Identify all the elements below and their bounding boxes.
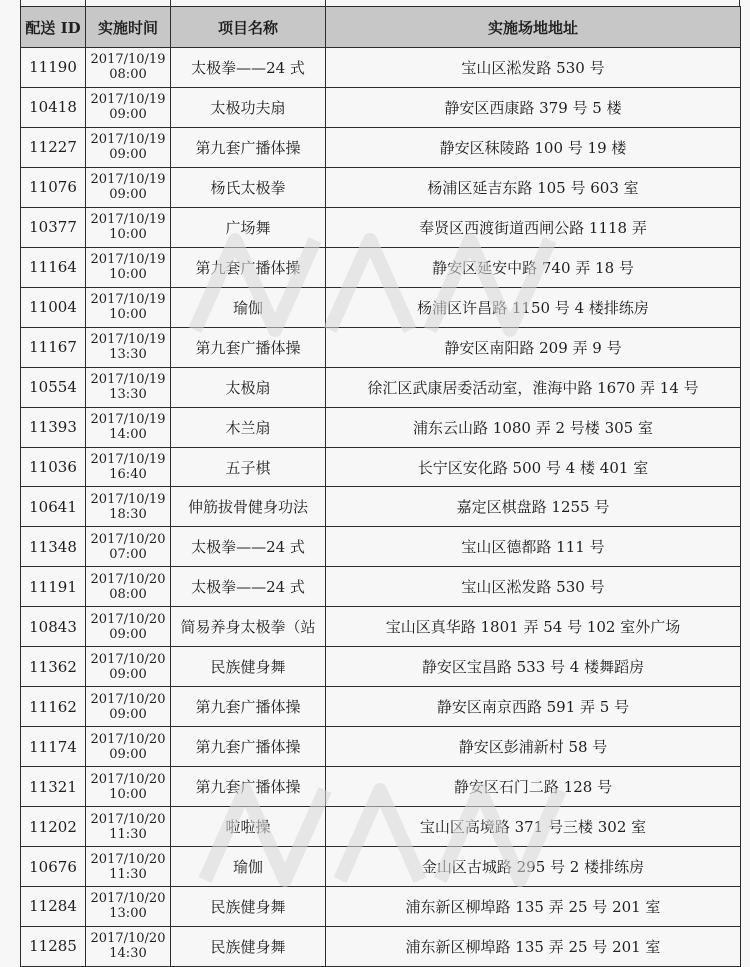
cell-venue-address: 杨浦区许昌路 1150 号 4 楼排练房 — [326, 287, 741, 327]
cell-project-name: 五子棋 — [171, 447, 326, 487]
cell-clock-text: 18:30 — [109, 506, 147, 522]
cell-clock-text: 09:00 — [109, 187, 147, 203]
table-row — [21, 727, 741, 767]
cell-delivery-id: 11285 — [21, 926, 86, 966]
cell-venue-address: 徐汇区武康居委活动室，淮海中路 1670 弄 14 号 — [326, 367, 741, 407]
table-row — [21, 807, 741, 847]
cell-date-text: 2017/10/19 — [90, 212, 166, 228]
table-row — [21, 48, 741, 88]
cell-date-text: 2017/10/20 — [90, 691, 166, 707]
cell-clock-text: 16:40 — [109, 467, 147, 482]
cell-project-name: 第九套广播体操 — [171, 127, 326, 167]
cell-time — [86, 207, 171, 247]
cell-date-text: 2017/10/20 — [90, 931, 166, 947]
cell-venue-address: 奉贤区西渡街道西闸公路 1118 弄 — [326, 207, 741, 247]
cell-date-text: 2017/10/19 — [90, 252, 166, 268]
cell-time — [86, 607, 171, 647]
cell-venue-address: 静安区秣陵路 100 号 19 楼 — [326, 127, 741, 167]
cell-clock-text: 08:00 — [109, 67, 147, 83]
table-row — [21, 887, 741, 927]
cell-date-text: 2017/10/19 — [90, 172, 166, 188]
cell-venue-address: 长宁区安化路 500 号 4 楼 401 室 — [326, 447, 741, 487]
cell-time — [86, 167, 171, 207]
table-row — [21, 607, 741, 647]
cell-time — [86, 767, 171, 807]
cell-time — [86, 807, 171, 847]
cell-date-text: 2017/10/20 — [90, 651, 166, 667]
cell-time — [86, 926, 171, 966]
table-row — [21, 327, 741, 367]
cell-date-text: 2017/10/20 — [90, 731, 166, 747]
cell-clock-text: 11:30 — [109, 826, 147, 842]
cell-delivery-id: 11167 — [21, 327, 86, 367]
cell-delivery-id: 11348 — [21, 527, 86, 567]
cell-clock-text: 10:00 — [109, 227, 147, 243]
cell-project-name: 木兰扇 — [171, 407, 326, 447]
cell-project-name: 太极功夫扇 — [171, 87, 326, 127]
cell-clock-text: 13:30 — [109, 387, 147, 403]
cell-project-name: 太极扇 — [171, 367, 326, 407]
cell-date-text: 2017/10/19 — [90, 52, 166, 68]
schedule-table — [20, 6, 741, 967]
cell-date-text: 2017/10/19 — [90, 372, 166, 388]
cell-clock-text: 13:00 — [109, 906, 147, 922]
cell-time — [86, 847, 171, 887]
header-time: 实施时间 — [86, 7, 171, 48]
cell-time — [86, 247, 171, 287]
cell-project-name: 民族健身舞 — [171, 887, 326, 927]
table-row — [21, 167, 741, 207]
cell-project-name: 啦啦操 — [171, 807, 326, 847]
cell-delivery-id: 11162 — [21, 687, 86, 727]
cell-venue-address: 金山区古城路 295 号 2 楼排练房 — [326, 847, 741, 887]
cell-project-name: 瑜伽 — [171, 287, 326, 327]
table-row — [21, 487, 741, 527]
cell-venue-address: 静安区南阳路 209 弄 9 号 — [326, 327, 741, 367]
cell-delivery-id: 11190 — [21, 48, 86, 88]
cell-time — [86, 87, 171, 127]
cell-time — [86, 447, 171, 487]
cell-venue-address: 宝山区高境路 371 号三楼 302 室 — [326, 807, 741, 847]
cell-time — [86, 567, 171, 607]
cell-project-name: 第九套广播体操 — [171, 727, 326, 767]
cell-time — [86, 487, 171, 527]
cell-time — [86, 367, 171, 407]
cell-delivery-id: 10377 — [21, 207, 86, 247]
cell-date-text: 2017/10/20 — [90, 851, 166, 867]
cell-venue-address: 宝山区淞发路 530 号 — [326, 48, 741, 88]
table-row — [21, 847, 741, 887]
cell-project-name: 太极拳——24 式 — [171, 48, 326, 88]
cell-clock-text: 10:00 — [109, 786, 147, 802]
table-row — [21, 687, 741, 727]
cell-date-text: 2017/10/20 — [90, 611, 166, 627]
cell-time — [86, 327, 171, 367]
cell-clock-text: 10:00 — [109, 307, 147, 323]
cell-delivery-id: 11284 — [21, 887, 86, 927]
cell-clock-text: 14:00 — [109, 427, 147, 443]
cell-date-text: 2017/10/19 — [90, 491, 166, 507]
header-project-name: 项目名称 — [171, 7, 326, 48]
cell-venue-address: 宝山区德都路 111 号 — [326, 527, 741, 567]
cell-venue-address: 静安区南京西路 591 弄 5 号 — [326, 687, 741, 727]
cell-venue-address: 浦东新区柳埠路 135 弄 25 号 201 室 — [326, 926, 741, 966]
cell-clock-text: 13:30 — [109, 347, 147, 363]
cell-date-text: 2017/10/20 — [90, 811, 166, 827]
cell-delivery-id: 10676 — [21, 847, 86, 887]
cell-clock-text: 10:00 — [109, 267, 147, 283]
cell-clock-text: 09:00 — [109, 746, 147, 762]
cell-delivery-id: 11321 — [21, 767, 86, 807]
cell-time — [86, 287, 171, 327]
header-venue-address: 实施场地地址 — [326, 7, 741, 48]
cell-time — [86, 727, 171, 767]
cell-delivery-id: 11076 — [21, 167, 86, 207]
cell-delivery-id: 11362 — [21, 647, 86, 687]
cell-delivery-id: 10843 — [21, 607, 86, 647]
cell-delivery-id: 11164 — [21, 247, 86, 287]
cell-venue-address: 杨浦区延吉东路 105 号 603 室 — [326, 167, 741, 207]
header-delivery-id: 配送 ID — [21, 7, 86, 48]
cell-date-text: 2017/10/20 — [90, 531, 166, 547]
table-row — [21, 527, 741, 567]
table-row — [21, 287, 741, 327]
cell-clock-text: 08:00 — [109, 586, 147, 602]
table-row — [21, 567, 741, 607]
cell-delivery-id: 11393 — [21, 407, 86, 447]
cell-delivery-id: 11174 — [21, 727, 86, 767]
cell-venue-address: 宝山区淞发路 530 号 — [326, 567, 741, 607]
table-row — [21, 247, 741, 287]
cell-project-name: 广场舞 — [171, 207, 326, 247]
cell-venue-address: 浦东云山路 1080 弄 2 号楼 305 室 — [326, 407, 741, 447]
cell-date-text: 2017/10/20 — [90, 771, 166, 787]
cell-clock-text: 09:00 — [109, 107, 147, 123]
cell-date-text: 2017/10/19 — [90, 452, 166, 467]
cell-delivery-id: 11004 — [21, 287, 86, 327]
cell-date-text: 2017/10/19 — [90, 92, 166, 108]
cell-project-name: 太极拳——24 式 — [171, 527, 326, 567]
cell-venue-address: 嘉定区棋盘路 1255 号 — [326, 487, 741, 527]
cell-project-name: 民族健身舞 — [171, 926, 326, 966]
cell-clock-text: 09:00 — [109, 626, 147, 642]
table-row — [21, 926, 741, 966]
cell-venue-address: 浦东新区柳埠路 135 弄 25 号 201 室 — [326, 887, 741, 927]
cell-date-text: 2017/10/19 — [90, 332, 166, 348]
cell-venue-address: 宝山区真华路 1801 弄 54 号 102 室外广场 — [326, 607, 741, 647]
cell-project-name: 太极拳——24 式 — [171, 567, 326, 607]
table-row — [21, 407, 741, 447]
table-row — [21, 647, 741, 687]
table-row — [21, 127, 741, 167]
table-row — [21, 767, 741, 807]
cell-delivery-id: 10641 — [21, 487, 86, 527]
cell-time — [86, 127, 171, 167]
cell-date-text: 2017/10/19 — [90, 132, 166, 148]
cell-project-name: 第九套广播体操 — [171, 327, 326, 367]
cell-time — [86, 887, 171, 927]
table-body — [21, 48, 741, 967]
cell-project-name: 简易养身太极拳（站 — [171, 607, 326, 647]
cell-date-text: 2017/10/19 — [90, 292, 166, 308]
table-row — [21, 87, 741, 127]
cell-clock-text: 07:00 — [109, 546, 147, 562]
cell-clock-text: 09:00 — [109, 147, 147, 163]
cell-delivery-id: 11202 — [21, 807, 86, 847]
cell-project-name: 民族健身舞 — [171, 647, 326, 687]
table-row — [21, 207, 741, 247]
cell-time — [86, 407, 171, 447]
header-row — [21, 7, 741, 48]
cell-project-name: 伸筋拔骨健身功法 — [171, 487, 326, 527]
cell-clock-text: 14:30 — [109, 946, 147, 962]
cell-venue-address: 静安区延安中路 740 弄 18 号 — [326, 247, 741, 287]
cell-time — [86, 527, 171, 567]
cell-delivery-id: 10418 — [21, 87, 86, 127]
cell-delivery-id: 11036 — [21, 447, 86, 487]
cell-delivery-id: 10554 — [21, 367, 86, 407]
cell-project-name: 第九套广播体操 — [171, 687, 326, 727]
cell-venue-address: 静安区西康路 379 号 5 楼 — [326, 87, 741, 127]
cell-time — [86, 48, 171, 88]
cell-delivery-id: 11227 — [21, 127, 86, 167]
cell-clock-text: 09:00 — [109, 706, 147, 722]
cell-date-text: 2017/10/20 — [90, 571, 166, 587]
cell-venue-address: 静安区宝昌路 533 号 4 楼舞蹈房 — [326, 647, 741, 687]
table-row — [21, 447, 741, 487]
cell-date-text: 2017/10/20 — [90, 891, 166, 907]
cell-clock-text: 09:00 — [109, 666, 147, 682]
cell-venue-address: 静安区石门二路 128 号 — [326, 767, 741, 807]
cell-time — [86, 647, 171, 687]
cell-venue-address: 静安区彭浦新村 58 号 — [326, 727, 741, 767]
cell-clock-text: 11:30 — [109, 866, 147, 882]
cell-project-name: 瑜伽 — [171, 847, 326, 887]
cell-project-name: 第九套广播体操 — [171, 767, 326, 807]
cell-delivery-id: 11191 — [21, 567, 86, 607]
cell-project-name: 杨氏太极拳 — [171, 167, 326, 207]
table-row — [21, 367, 741, 407]
cell-date-text: 2017/10/19 — [90, 412, 166, 428]
cell-time — [86, 687, 171, 727]
cell-project-name: 第九套广播体操 — [171, 247, 326, 287]
